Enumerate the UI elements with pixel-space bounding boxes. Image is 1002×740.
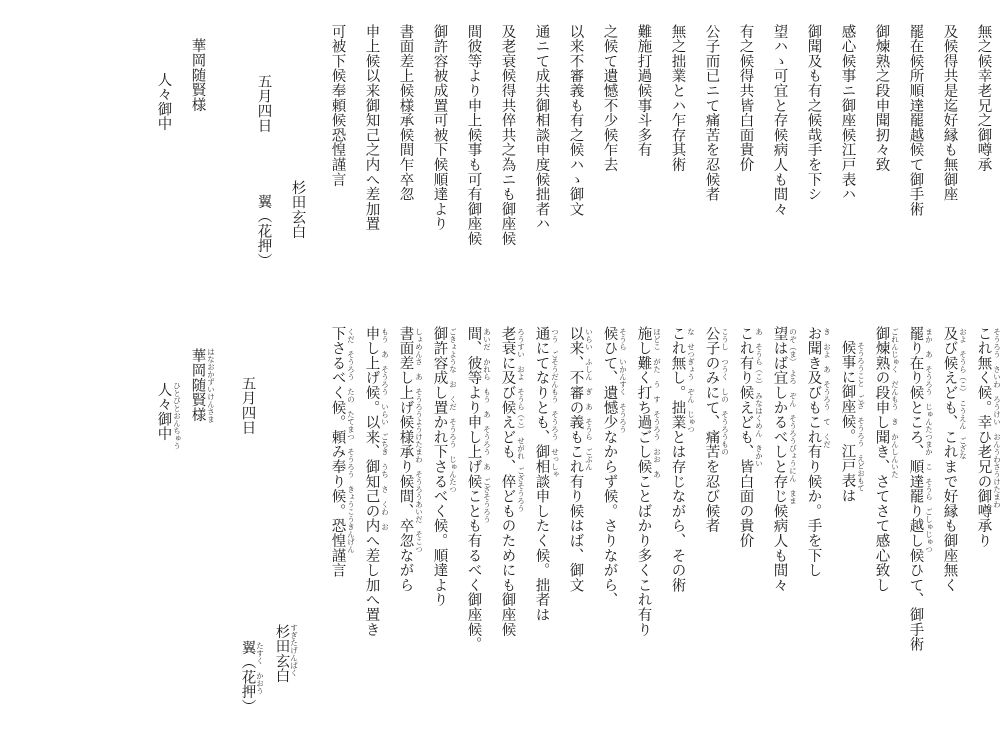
reading-ruby: しょめんさ あ そうろうようけたまわ そうろうあいだ そこつ bbox=[414, 328, 424, 553]
original-line: 可被下候奉頼候恐惶謹言 bbox=[329, 24, 346, 187]
original-line: 無之候幸老兄之御噂承 bbox=[975, 24, 992, 172]
original-line: 無之拙業とハ乍存其術 bbox=[669, 24, 686, 172]
original-sender-sign: 翼（花押） bbox=[255, 194, 272, 268]
original-date: 五月四日 bbox=[255, 74, 272, 134]
reading-line: 老衰に及び候えども、倅どものためにも御座候 bbox=[499, 326, 516, 637]
reading-line: 書面差し上げ候様承り候間、卒忽ながら bbox=[397, 326, 414, 593]
reading-ruby: き およ あ そうろう て くだ bbox=[822, 328, 832, 448]
original-sender-name: 杉田玄白 bbox=[289, 180, 306, 240]
original-addressee: 華岡随賢様 bbox=[189, 38, 206, 112]
reading-addressee: 華岡随賢様 bbox=[189, 348, 206, 422]
original-line: 申上候以来御知己之内へ差加置 bbox=[363, 24, 380, 232]
original-line: 望ハゝ可宜と存候病人も間々 bbox=[771, 24, 788, 217]
reading-ruby: およ そうら（こ） こうえん ござな bbox=[958, 328, 968, 460]
reading-sender-name: 杉田玄白 bbox=[273, 624, 290, 684]
reading-ruby: いらい ふしん ぎ あ そうら ごぶん bbox=[584, 328, 594, 471]
original-line: 書面差上候様承候間乍卒忽 bbox=[397, 24, 414, 202]
reading-line: 通にてなりとも、御相談申したく候。拙者は bbox=[533, 326, 550, 622]
original-line: 有之候得共皆白面貴价 bbox=[737, 24, 754, 172]
reading-ruby: そうら いかんすく そうろう bbox=[618, 328, 628, 433]
original-addressee-suffix: 人々御中 bbox=[155, 72, 172, 132]
reading-addressee-ruby: はなおかずいけんさま bbox=[206, 348, 216, 423]
reading-ruby: そうろう さいわ ろうけい おんうわさうけたまわ bbox=[992, 328, 1002, 508]
reading-ruby: こうし つうく しの そうろうもの bbox=[720, 328, 730, 456]
original-line: 通ニて成共御相談申度候拙者ハ bbox=[533, 24, 550, 232]
reading-ruby: つう ごそうだんもう そうろう せっしゃ bbox=[550, 328, 560, 478]
reading-line: お聞き及びもこれ有り候か。手を下し bbox=[805, 326, 822, 578]
reading-sender-sign: 翼（花押） bbox=[239, 640, 256, 714]
reading-line: これ無く候。幸ひ老兄の御噂承り bbox=[975, 326, 992, 548]
reading-line: 下さるべく候。頼み奉り候。恐惶謹言 bbox=[329, 326, 346, 578]
reading-ruby: ごれんじゅく だんもう き かんしんいた bbox=[890, 328, 900, 478]
original-line: 之候て遺憾不少候乍去 bbox=[601, 24, 618, 172]
reading-line: 申し上げ候。以来、御知己の内へ差し加へ置き bbox=[363, 326, 380, 637]
reading-ruby: な せつぎょう ぞん じゅつ bbox=[686, 328, 696, 433]
reading-ruby: ろうすい およ そうら（こ） せがれ ござそうろう bbox=[516, 328, 526, 512]
reading-line: これ無し。拙業とは存じながら、その術 bbox=[669, 326, 686, 593]
reading-line: 施し難く打ち過ごし候ことばかり多くこれ有り bbox=[635, 326, 652, 637]
original-line: 御聞及も有之候哉手を下シ bbox=[805, 24, 822, 202]
reading-ruby: ほどこ がた う す そうろう おお あ bbox=[652, 328, 662, 478]
reading-sender-name-ruby: すぎたげんぱく bbox=[289, 624, 299, 677]
original-line: 御許容被成置可被下候順達より bbox=[431, 24, 448, 232]
reading-line: 望はば宜しかるべしと存じ候病人も間々 bbox=[771, 326, 788, 593]
reading-ruby: あ そうら（こ） みなはくめん きかい bbox=[754, 328, 764, 467]
original-line: 難施打過候事斗多有 bbox=[635, 24, 652, 158]
reading-ruby: まか あ そうろう じゅんたつまか こ そうら ごしゅじゅつ bbox=[924, 328, 934, 553]
original-line: 間彼等より申上候事も可有御座候 bbox=[465, 24, 482, 246]
reading-addressee-suffix: 人々御中 bbox=[155, 382, 172, 442]
reading-line: 候ひて、遺憾少なからず候。さりながら、 bbox=[601, 326, 618, 608]
original-line: 以来不審義も有之候ハゝ御文 bbox=[567, 24, 584, 217]
reading-ruby: もう あ そうろう いらい ごちき うち さ くわ お bbox=[380, 328, 390, 531]
reading-ruby: のぞ（ま） よろ ぞん そうろうびょうにん まま bbox=[788, 328, 798, 505]
reading-addressee-suffix-ruby: ひとびとおんちゅう bbox=[172, 382, 182, 450]
original-line: 公子而已ニて痛苦を忍候者 bbox=[703, 24, 720, 202]
original-line: 感心候事ニ御座候江戸表ハ bbox=[839, 24, 856, 202]
reading-line: 御煉熟の段申し聞き、さてさて感心致し bbox=[873, 326, 890, 593]
reading-sender-sign-ruby: たすく かおう bbox=[255, 642, 265, 695]
reading-line: 罷り在り候ところ、順達罷り越し候ひて、御手術 bbox=[907, 326, 924, 652]
reading-ruby: そうろうこと ござ そうろう えどおもて bbox=[856, 342, 866, 492]
reading-line: 候事に御座候。江戸表は bbox=[839, 340, 856, 503]
original-line: 御煉熟之段申聞扨々致 bbox=[873, 24, 890, 172]
reading-line: 間、彼等より申し上げ候ことも有るべく御座候。 bbox=[465, 326, 482, 652]
original-line: 罷在候所順達罷越候て御手術 bbox=[907, 24, 924, 217]
reading-ruby: ごきょような お くだ そうろう じゅんたつ bbox=[448, 328, 458, 493]
reading-ruby: くだ そうろう たの たてまつ そうろう きょうこうきんげん bbox=[346, 328, 356, 553]
reading-ruby: あいだ かれら もう あ そうろう あ ござそうろう bbox=[482, 328, 492, 523]
original-line: 及候得共是迄好縁も無御座 bbox=[941, 24, 958, 202]
reading-line: 公子のみにて、痛苦を忍び候者 bbox=[703, 326, 720, 534]
reading-line: 御許容成し置かれ下さるべく候。順達より bbox=[431, 326, 448, 608]
reading-date: 五月四日 bbox=[239, 376, 256, 436]
reading-line: 以来、不審の義もこれ有り候はば、御文 bbox=[567, 326, 584, 593]
original-line: 及老衰候得共倅共之為ニも御座候 bbox=[499, 24, 516, 246]
reading-line: これ有り候えども、皆白面の貴价 bbox=[737, 326, 754, 548]
reading-line: 及び候えども、これまで好縁も御座無く bbox=[941, 326, 958, 593]
